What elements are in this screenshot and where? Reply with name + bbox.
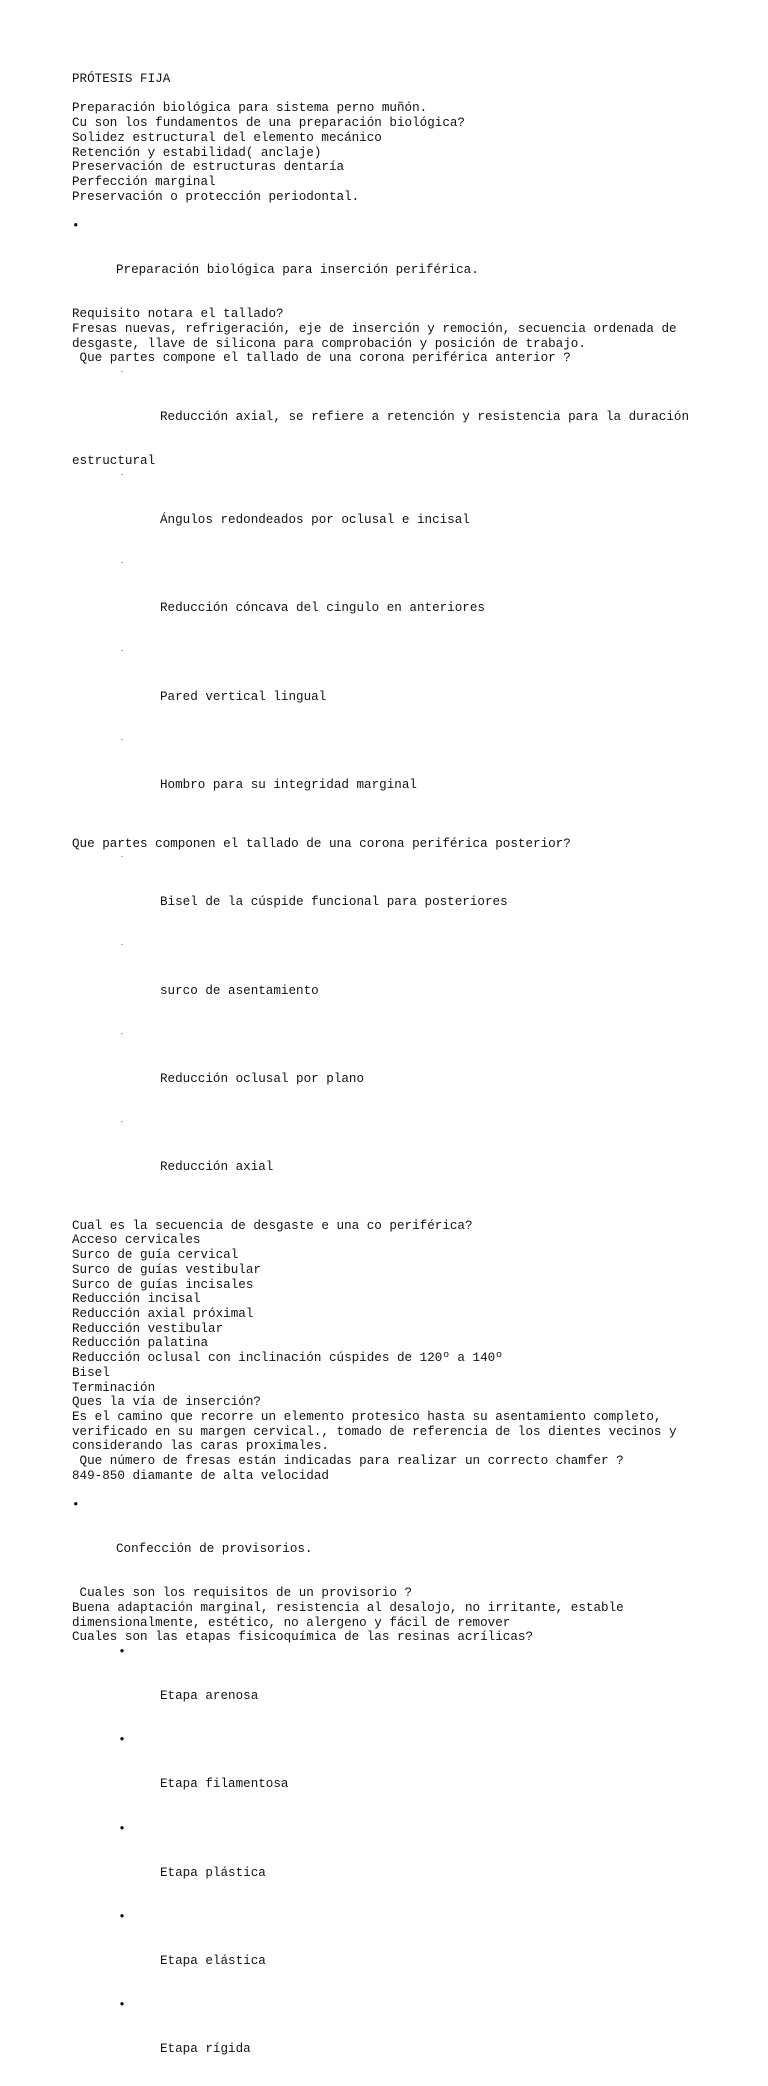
text-line: Cu son los fundamentos de una preparación biológica? [72, 116, 465, 131]
list-item [72, 1998, 708, 2086]
question: Que partes compone el tallado de una corona periférica anterior ? [72, 351, 571, 366]
list-item-text: Reducción axial, se refiere a retención y resistencia para la duración [160, 410, 690, 425]
bullet-icon: • [118, 1998, 126, 2013]
heading-text: Confección de provisorios. [116, 1542, 313, 1557]
dash-marker-icon: - [119, 854, 125, 863]
text-line: Perfección marginal [72, 174, 216, 189]
spacer [72, 1204, 708, 1219]
bullet-icon: • [118, 1645, 126, 1660]
section-insercion-periferica [72, 219, 708, 1483]
sequence-step: Bisel [72, 1365, 110, 1380]
dash-marker-icon: - [119, 736, 125, 745]
sequence-step: Reducción incisal [72, 1292, 201, 1307]
list-item [72, 734, 708, 822]
dash-marker-icon: - [119, 942, 125, 951]
list-item-text: Etapa rígida [160, 2042, 251, 2057]
sequence-step: Reducción axial próximal [72, 1307, 254, 1321]
section-perno-munon [72, 101, 708, 204]
text-line: Preparación biológica para sistema perno muñón. [72, 101, 428, 116]
sequence-step: Reducción palatina [72, 1336, 209, 1351]
text-line: Retención y estabilidad( anclaje) [72, 145, 322, 160]
text-line: Solidez estructural del elemento mecánico [72, 130, 382, 145]
list-item-text: Reducción oclusal por plano [160, 1071, 365, 1086]
list-item-continuation: estructural [72, 454, 156, 469]
list-item-text: Pared vertical lingual [160, 689, 327, 704]
spacer [72, 1483, 708, 1498]
list-item [72, 1645, 708, 1733]
bullet-icon: • [118, 1909, 126, 1924]
bullet-icon: • [118, 1733, 126, 1748]
dash-marker-icon: - [119, 648, 125, 657]
list-item-text: Reducción cóncava del cingulo en anteriores [160, 601, 485, 616]
list-item-text: Etapa arenosa [160, 1689, 259, 1704]
question: Cuales son las etapas fisicoquímica de las resinas acrílicas? [72, 1630, 534, 1645]
list-item [72, 557, 708, 645]
answer-line: 849-850 diamante de alta velocidad [72, 1468, 329, 1483]
sequence-step: Surco de guías vestibular [72, 1262, 261, 1277]
list-item [72, 1028, 708, 1116]
question: Que partes componen el tallado de una corona periférica posterior? [72, 836, 571, 851]
answer-line: Es el camino que recorre un elemento protesico hasta su asentamiento completo, [72, 1409, 662, 1424]
list-item-text: surco de asentamiento [160, 983, 319, 998]
dash-marker-icon: - [119, 560, 125, 569]
answer-line: desgaste, llave de silicona para comprobación y posición de trabajo. [72, 336, 586, 351]
dash-marker-icon: - [119, 471, 125, 480]
answer-line: Buena adaptación marginal, resistencia al desalojo, no irritante, estable [72, 1601, 624, 1616]
dash-marker-icon: - [119, 369, 125, 378]
list-item [72, 469, 708, 557]
text-line: Preservación de estructuras dentaría [72, 160, 345, 175]
bullet-icon: • [118, 1821, 126, 1836]
sequence-step: Reducción vestibular [72, 1321, 224, 1336]
spacer [72, 822, 708, 837]
document-title: PRÓTESIS FIJA [72, 72, 171, 86]
question: Que número de fresas están indicadas para realizar un correcto chamfer ? [72, 1454, 624, 1469]
list-item [72, 1910, 708, 1998]
list-item-text: Hombro para su integridad marginal [160, 777, 417, 792]
section-provisorios [72, 1498, 708, 2086]
heading-text: Preparación biológica para inserción periférica. [116, 263, 479, 278]
question: Requisito notara el tallado? [72, 307, 284, 322]
question: Ques la vía de inserción? [72, 1395, 261, 1410]
list-item-text: Etapa elástica [160, 1953, 266, 1968]
answer-line: considerando las caras proximales. [72, 1439, 329, 1454]
answer-line: Fresas nuevas, refrigeración, eje de inserción y remoción, secuencia ordenada de [72, 321, 677, 336]
list-item [72, 939, 708, 1027]
spacer [72, 204, 708, 219]
question: Cual es la secuencia de desgaste e una co periférica? [72, 1218, 473, 1233]
bullet-icon: • [72, 219, 80, 233]
list-item-text: Etapa filamentosa [160, 1777, 289, 1792]
sequence-step: Acceso cervicales [72, 1233, 201, 1248]
question: Cuales son los requisitos de un provisorio ? [72, 1586, 413, 1601]
section-heading [72, 219, 708, 307]
text-line: Preservación o protección periodontal. [72, 189, 360, 204]
list-item-text: Ángulos redondeados por oclusal e incisal [160, 513, 470, 528]
section-heading [72, 1498, 708, 1586]
sequence-step: Surco de guía cervical [72, 1248, 239, 1263]
dash-marker-icon: - [119, 1030, 125, 1039]
answer-line: verificado en su margen cervical., tomado de referencia de los dientes vecinos y [72, 1424, 677, 1439]
sequence-step: Terminación [72, 1380, 156, 1395]
list-item [72, 366, 708, 454]
sequence-step: Surco de guías incisales [72, 1277, 254, 1292]
list-item-text: Etapa plástica [160, 1865, 266, 1880]
list-item [72, 1822, 708, 1910]
sequence-step: Reducción oclusal con inclinación cúspides de 120º a 140º [72, 1351, 503, 1366]
list-item [72, 1733, 708, 1821]
list-item-text: Reducción axial [160, 1159, 274, 1174]
spacer [72, 87, 708, 102]
list-item [72, 851, 708, 939]
list-item-text: Bisel de la cúspide funcional para posteriores [160, 895, 508, 910]
bullet-icon: • [72, 1498, 80, 1513]
list-item [72, 645, 708, 733]
dash-marker-icon: - [119, 1118, 125, 1127]
list-item [72, 1116, 708, 1204]
answer-line: dimensionalmente, estético, no alergeno y fácil de remover [72, 1615, 511, 1630]
